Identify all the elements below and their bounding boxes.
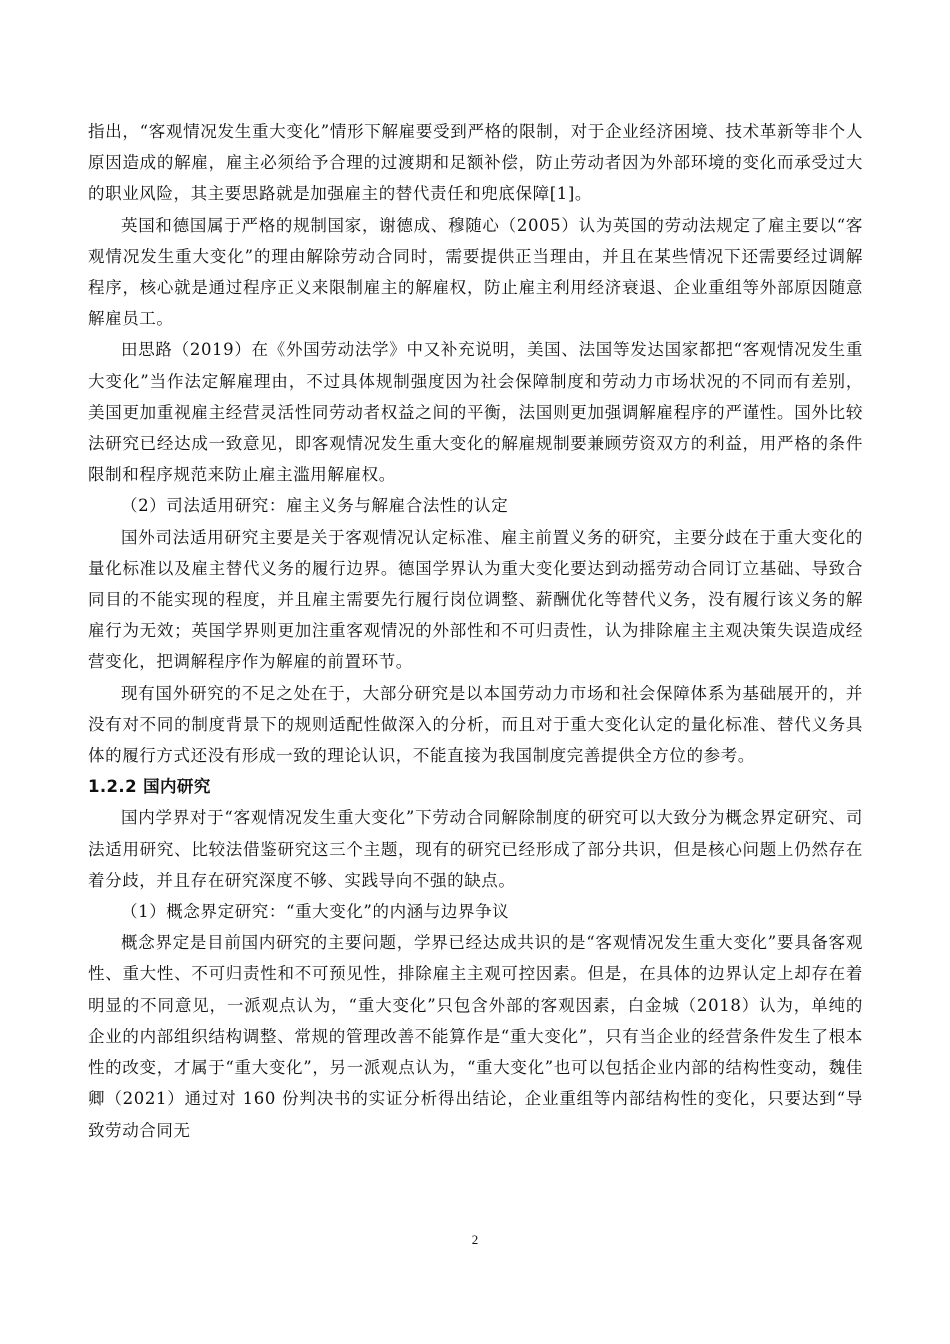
document-page [88,116,863,1146]
subheading-concept-definition: （1）概念界定研究：“重大变化”的内涵与边界争议 [121,902,510,922]
paragraph-foreign-judicial: 国外司法适用研究主要是关于客观情况认定标准、雇主前置义务的研究，主要分歧在于重大变化的量化标准以及雇主替代义务的履行边界。德国学界认为重大变化要达到动摇劳动合同订立基础、导致合同目的不能实现的程度，并且雇主需要先行履行岗位调整、薪酬优化等替代义务，没有履行该义务的解雇行为无效；英国学界则更加注重客观情况的外部性和不可归责性，认为排除雇主主观决策失误造成经营变化，把调解程序作为解雇的前置环节。 [88,527,863,672]
page-number: 2 [471,1232,479,1247]
subheading-judicial-application: （2）司法适用研究：雇主义务与解雇合法性的认定 [121,496,509,516]
paragraph-tian-silu: 田思路（2019）在《外国劳动法学》中又补充说明，美国、法国等发达国家都把“客观情况发生重大变化”当作法定解雇理由，不过具体规制强度因为社会保障制度和劳动力市场状况的不同而有差别，美国更加重视雇主经营灵活性同劳动者权益之间的平衡，法国则更加强调解雇程序的严谨性。国外比较法研究已经达成一致意见，即客观情况发生重大变化的解雇规制要兼顾劳资双方的利益，用严格的条件限制和程序规范来防止雇主滥用解雇权。 [88,340,863,485]
paragraph-continued: 指出，“客观情况发生重大变化”情形下解雇要受到严格的限制，对于企业经济困境、技术革新等非个人原因造成的解雇，雇主必须给予合理的过渡期和足额补偿，防止劳动者因为外部环境的变化而承受过大的职业风险，其主要思路就是加强雇主的替代责任和兜底保障[1]。 [88,122,863,204]
paragraph-uk-germany: 英国和德国属于严格的规制国家，谢德成、穆随心（2005）认为英国的劳动法规定了雇主要以“客观情况发生重大变化”的理由解除劳动合同时，需要提供正当理由，并且在某些情况下还需要经过调解程序，核心就是通过程序正义来限制雇主的解雇权，防止雇主利用经济衰退、企业重组等外部原因随意解雇员工。 [88,215,863,329]
paragraph-domestic-overview: 国内学界对于“客观情况发生重大变化”下劳动合同解除制度的研究可以大致分为概念界定研究、司法适用研究、比较法借鉴研究这三个主题，现有的研究已经形成了部分共识，但是核心问题上仍然存在着分歧，并且存在研究深度不够、实践导向不强的缺点。 [88,808,863,890]
paragraph-concept-definition: 概念界定是目前国内研究的主要问题，学界已经达成共识的是“客观情况发生重大变化”要具备客观性、重大性、不可归责性和不可预见性，排除雇主主观可控因素。但是，在具体的边界认定上却存在着明显的不同意见，一派观点认为，“重大变化”只包含外部的客观因素，白金城（2018）认为，单纯的企业的内部组织结构调整、常规的管理改善不能算作是“重大变化”，只有当企业的经营条件发生了根本性的改变，才属于“重大变化”，另一派观点认为，“重大变化”也可以包括企业内部的结构性变动，魏佳卿（2021）通过对 160 份判决书的实证分析得出结论，企业重组等内部结构性的变化，只要达到“导致劳动合同无 [88,933,863,1140]
section-heading-domestic-research: 1.2.2 国内研究 [88,777,211,797]
paragraph-foreign-shortcomings: 现有国外研究的不足之处在于，大部分研究是以本国劳动力市场和社会保障体系为基础展开的，并没有对不同的制度背景下的规则适配性做深入的分析，而且对于重大变化认定的量化标准、替代义务具体的履行方式还没有形成一致的理论认识，不能直接为我国制度完善提供全方位的参考。 [88,683,863,766]
